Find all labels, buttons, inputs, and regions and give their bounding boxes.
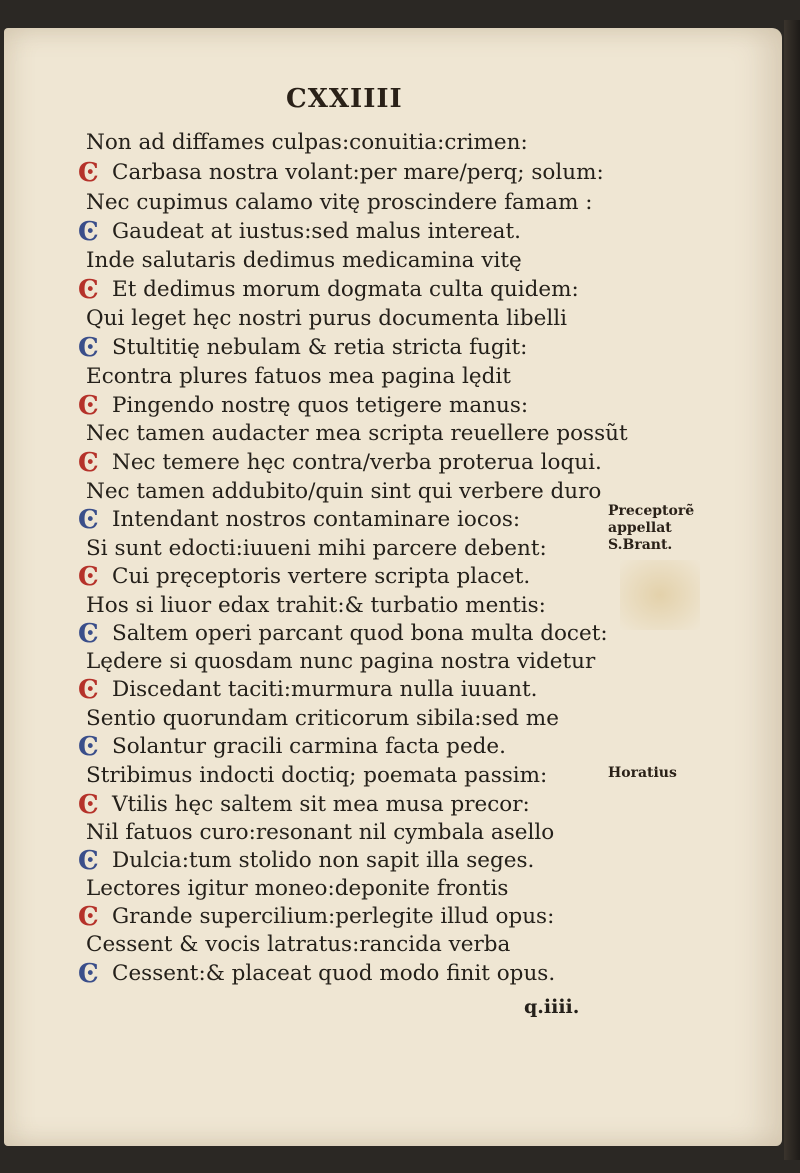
pilcrow-mark: Ͼ (78, 675, 99, 705)
verse-line: Qui leget hęc nostri purus documenta libelli (86, 306, 567, 331)
verse-line: Carbasa nostra volant:per mare/perq; solum: (112, 160, 604, 185)
verse-line: Nec tamen audacter mea scripta reuellere possũt (86, 421, 628, 446)
pilcrow-mark: Ͼ (78, 448, 99, 478)
verse-line: Lectores igitur moneo:deponite frontis (86, 876, 509, 901)
verse-line: Gaudeat at iustus:sed malus intereat. (112, 219, 521, 244)
note-line: appellat (608, 520, 672, 536)
verse-line: Saltem operi parcant quod bona multa docet: (112, 621, 608, 646)
verse-line: Discedant taciti:murmura nulla iuuant. (112, 677, 538, 702)
verse-line: Si sunt edocti:iuueni mihi parcere debent: (86, 536, 547, 561)
pilcrow-mark: Ͼ (78, 391, 99, 421)
pilcrow-mark: Ͼ (78, 619, 99, 649)
verse-line: Grande supercilium:perlegite illud opus: (112, 904, 555, 929)
verse-line: Cui pręceptoris vertere scripta placet. (112, 564, 531, 589)
verse-line: Lędere si quosdam nunc pagina nostra videtur (86, 649, 596, 674)
marginal-note-preceptor (608, 503, 694, 554)
note-line: Preceptorẽ (608, 503, 695, 519)
pilcrow-mark: Ͼ (78, 902, 99, 932)
verse-line: Nec cupimus calamo vitę proscindere famam : (86, 190, 593, 215)
verse-line: Cessent:& placeat quod modo finit opus. (112, 961, 556, 986)
pilcrow-mark: Ͼ (78, 275, 99, 305)
verse-line: Solantur gracili carmina facta pede. (112, 734, 506, 759)
verse-line: Stultitię nebulam & retia stricta fugit: (112, 335, 528, 360)
pilcrow-mark: Ͼ (78, 846, 99, 876)
signature-mark: q.iiii. (524, 996, 580, 1018)
verse-line: Nec tamen addubito/quin sint qui verbere duro (86, 479, 602, 504)
pilcrow-mark: Ͼ (78, 959, 99, 989)
verse-line: Sentio quorundam criticorum sibila:sed me (86, 706, 559, 731)
pilcrow-mark: Ͼ (78, 158, 99, 188)
folio-number: CXXIIII (286, 84, 403, 114)
pilcrow-mark: Ͼ (78, 505, 99, 535)
verse-line: Hos si liuor edax trahit:& turbatio mentis: (86, 593, 546, 618)
verse-line: Pingendo nostrę quos tetigere manus: (112, 393, 529, 418)
verse-line: Econtra plures fatuos mea pagina lędit (86, 364, 511, 389)
verse-line: Dulcia:tum stolido non sapit illa seges. (112, 848, 535, 873)
verse-line: Non ad diffames culpas:conuitia:crimen: (86, 130, 528, 155)
pilcrow-mark: Ͼ (78, 333, 99, 363)
note-line: S.Brant. (608, 537, 673, 553)
marginal-note-horatius (608, 765, 677, 782)
verse-line: Et dedimus morum dogmata culta quidem: (112, 277, 579, 302)
pilcrow-mark: Ͼ (78, 790, 99, 820)
verse-line: Nil fatuos curo:resonant nil cymbala asello (86, 820, 555, 845)
verse-line: Stribimus indocti doctiq; poemata passim: (86, 763, 548, 788)
verse-line: Inde salutaris dedimus medicamina vitę (86, 248, 522, 273)
verse-line: Nec temere hęc contra/verba proterua loqui. (112, 450, 602, 475)
verse-line: Intendant nostros contaminare iocos: (112, 507, 521, 532)
verse-line: Vtilis hęc saltem sit mea musa precor: (112, 792, 530, 817)
verse-line: Cessent & vocis latratus:rancida verba (86, 932, 511, 957)
pilcrow-mark: Ͼ (78, 562, 99, 592)
pilcrow-mark: Ͼ (78, 732, 99, 762)
pilcrow-mark: Ͼ (78, 217, 99, 247)
note-line: Horatius (608, 765, 677, 781)
